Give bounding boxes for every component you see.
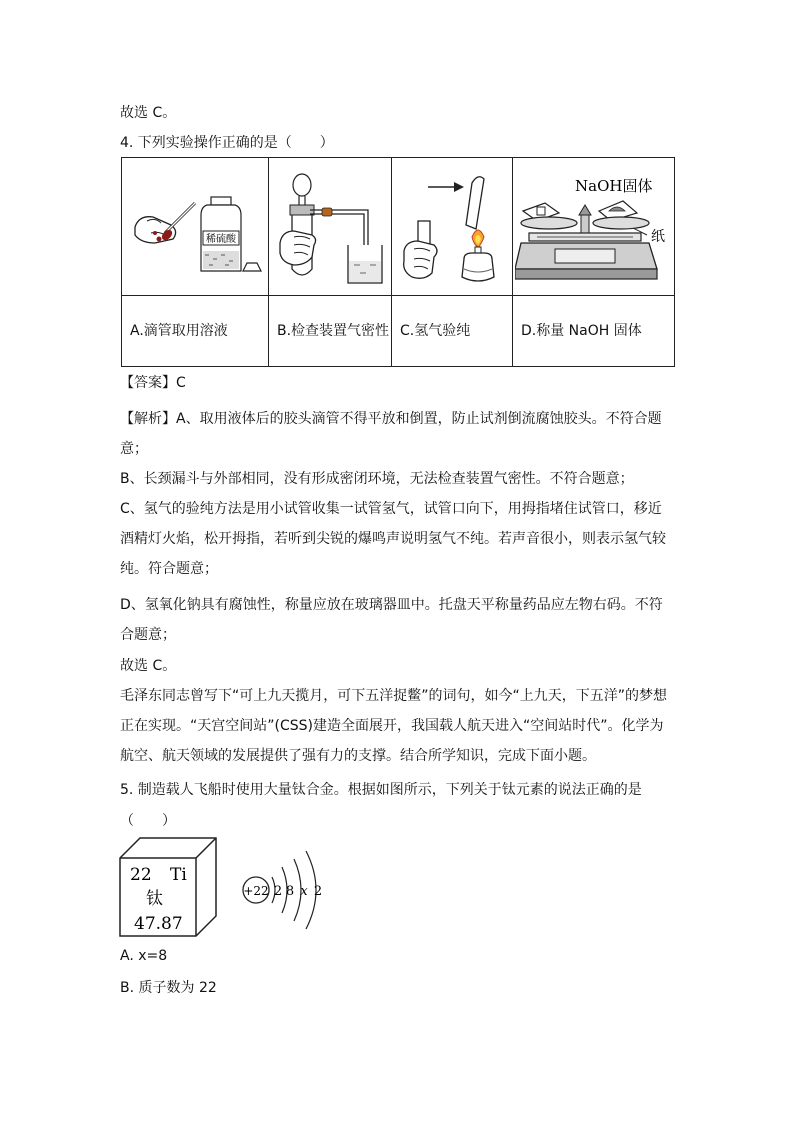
question-4-stem: 4. 下列实验操作正确的是（ ） xyxy=(120,135,334,151)
shell-2-electrons: 8 xyxy=(285,884,295,899)
analysis-c: C、氢气的验纯方法是用小试管收集一试管氢气，试管口向下，用拇指堵住试管口，移近酒精灯火焰，松开拇指，若听到尖锐的爆鸣声说明氢气不纯。若声音很小，则表示氢气较纯。符合题意； xyxy=(120,501,666,577)
dilute-sulfuric-acid-label: 稀硫酸 xyxy=(206,233,236,245)
element-name: 钛 xyxy=(146,889,163,909)
option-a-caption: A.滴管取用溶液 xyxy=(122,296,269,367)
question-5-option-b: B. 质子数为 22 xyxy=(120,980,217,996)
analysis-a: 【解析】A、取用液体后的胶头滴管不得平放和倒置，防止试剂倒流腐蚀胶头。不符合题意； xyxy=(120,411,662,457)
question-5-paren: （ ） xyxy=(120,813,176,829)
element-symbol: Ti xyxy=(170,865,187,885)
analysis-d: D、氢氧化钠具有腐蚀性，称量应放在玻璃器皿中。托盘天平称量药品应左物右码。不符合题意； xyxy=(120,597,663,643)
shell-3-electrons: x xyxy=(300,884,308,899)
previous-conclusion: 故选 C。 xyxy=(120,105,177,121)
shell-1-electrons: 2 xyxy=(273,884,283,899)
nucleus-charge: +22 xyxy=(243,884,269,898)
atomic-mass: 47.87 xyxy=(134,914,183,934)
analysis-b: B、长颈漏斗与外部相同，没有形成密闭环境，无法检查装置气密性。不符合题意； xyxy=(120,471,634,487)
atomic-structure-diagram xyxy=(238,845,338,939)
atomic-number: 22 xyxy=(130,865,152,885)
reading-passage: 毛泽东同志曾写下“可上九天揽月，可下五洋捉鳖”的词句，如今“上九天，下五洋”的梦想正在实现。“天宫空间站”(CSS)建造全面展开，我国载人航天进入“空间站时代”。化学为航空、航天领域的发展提供了强有力的支撑。结合所学知识，完成下面小题。 xyxy=(120,688,668,764)
naoh-solid-label: NaOH固体 xyxy=(574,176,652,195)
option-d-caption: D.称量 NaOH 固体 xyxy=(513,296,675,367)
dropper-illustration xyxy=(125,167,265,287)
option-a-image-cell xyxy=(122,158,269,296)
paper-label: 纸 xyxy=(650,228,665,245)
shell-4-electrons: 2 xyxy=(313,884,323,899)
question-4-conclusion: 故选 C。 xyxy=(120,658,177,674)
options-table xyxy=(121,157,675,367)
periodic-table-cell xyxy=(118,836,218,944)
balance-weighing-illustration xyxy=(515,165,673,289)
answer-line: 【答案】C xyxy=(120,375,186,391)
option-c-caption: C.氢气验纯 xyxy=(392,296,513,367)
option-c-image-cell xyxy=(392,158,513,296)
option-d-image-cell xyxy=(513,158,675,296)
option-b-caption: B.检查装置气密性 xyxy=(269,296,392,367)
question-5-stem: 5. 制造载人飞船时使用大量钛合金。根据如图所示，下列关于钛元素的说法正确的是 xyxy=(120,782,642,798)
option-b-image-cell xyxy=(269,158,392,296)
airtightness-check-illustration xyxy=(272,165,388,289)
hydrogen-purity-test-illustration xyxy=(394,165,510,289)
question-5-option-a: A. x=8 xyxy=(120,948,168,964)
